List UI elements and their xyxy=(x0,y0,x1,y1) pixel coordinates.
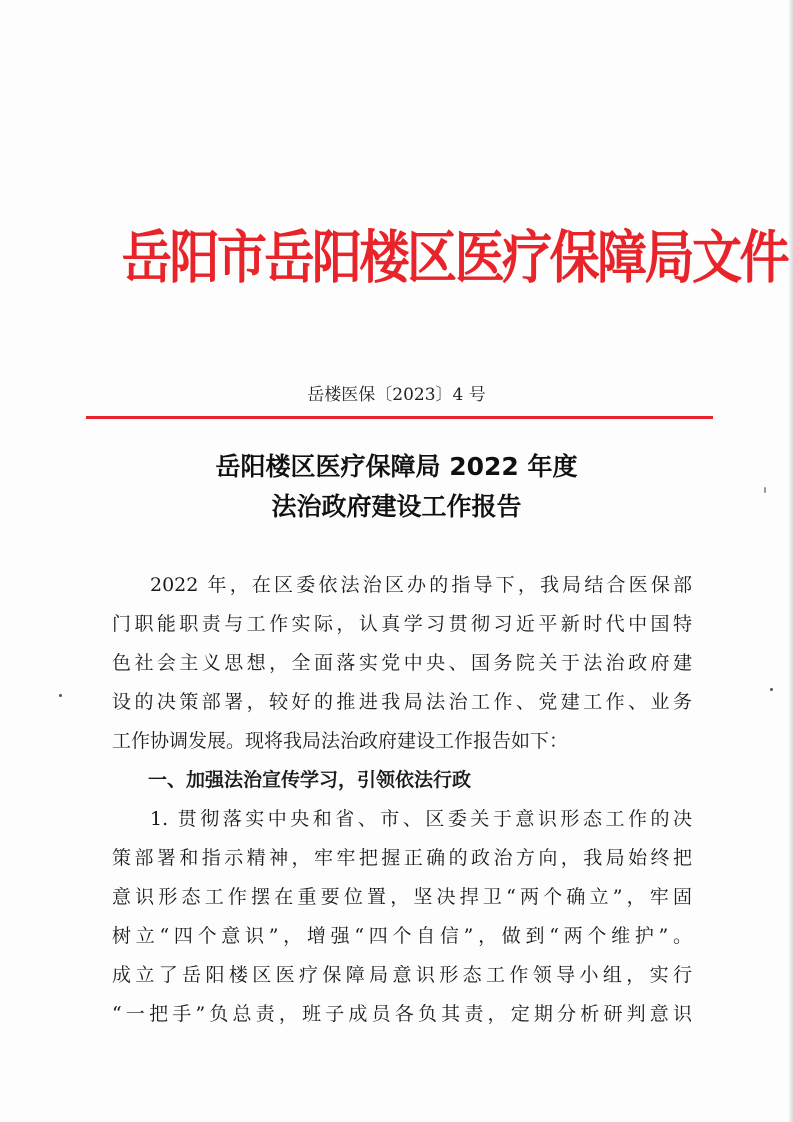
report-title xyxy=(0,447,793,527)
paragraph-line: “一把手”负总责，班子成员各负其责，定期分析研判意识 xyxy=(112,1003,692,1025)
paragraph-line: 门职能职责与工作实际，认真学习贯彻习近平新时代中国特 xyxy=(112,613,692,635)
scan-speck xyxy=(770,688,773,691)
paragraph-line: 策部署和指示精神，牢牢把握正确的政治方向，我局始终把 xyxy=(112,847,692,869)
paragraph-line: 成立了岳阳楼区医疗保障局意识形态工作领导小组，实行 xyxy=(112,964,692,986)
section-heading: 一、加强法治宣传学习，引领依法行政 xyxy=(148,769,472,791)
scan-speck xyxy=(59,694,62,697)
document-number: 岳楼医保〔2023〕4 号 xyxy=(307,385,486,405)
scan-edge-shadow xyxy=(789,0,793,1122)
scan-speck xyxy=(764,487,766,493)
paragraph-line: 树立“四个意识”，增强“四个自信”，做到“两个维护”。 xyxy=(112,925,692,947)
report-title-line-1: 岳阳楼区医疗保障局 2022 年度 xyxy=(215,452,578,481)
issuing-authority-header: 岳阳市岳阳楼区医疗保障局文件 xyxy=(121,225,788,291)
paragraph-line: 设的决策部署，较好的推进我局法治工作、党建工作、业务 xyxy=(112,691,692,713)
paragraph-line: 工作协调发展。现将我局法治政府建设工作报告如下： xyxy=(112,730,569,752)
red-separator-line xyxy=(86,416,713,419)
report-body xyxy=(112,566,692,1034)
paragraph-line: 意识形态工作摆在重要位置，坚决捍卫“两个确立”，牢固 xyxy=(112,886,692,908)
paragraph-line: 2022 年，在区委依法治区办的指导下，我局结合医保部 xyxy=(150,574,692,596)
paragraph-line: 色社会主义思想，全面落实党中央、国务院关于法治政府建 xyxy=(112,652,692,674)
report-title-line-2: 法治政府建设工作报告 xyxy=(271,492,522,521)
paragraph-line: 1. 贯彻落实中央和省、市、区委关于意识形态工作的决 xyxy=(150,808,692,830)
